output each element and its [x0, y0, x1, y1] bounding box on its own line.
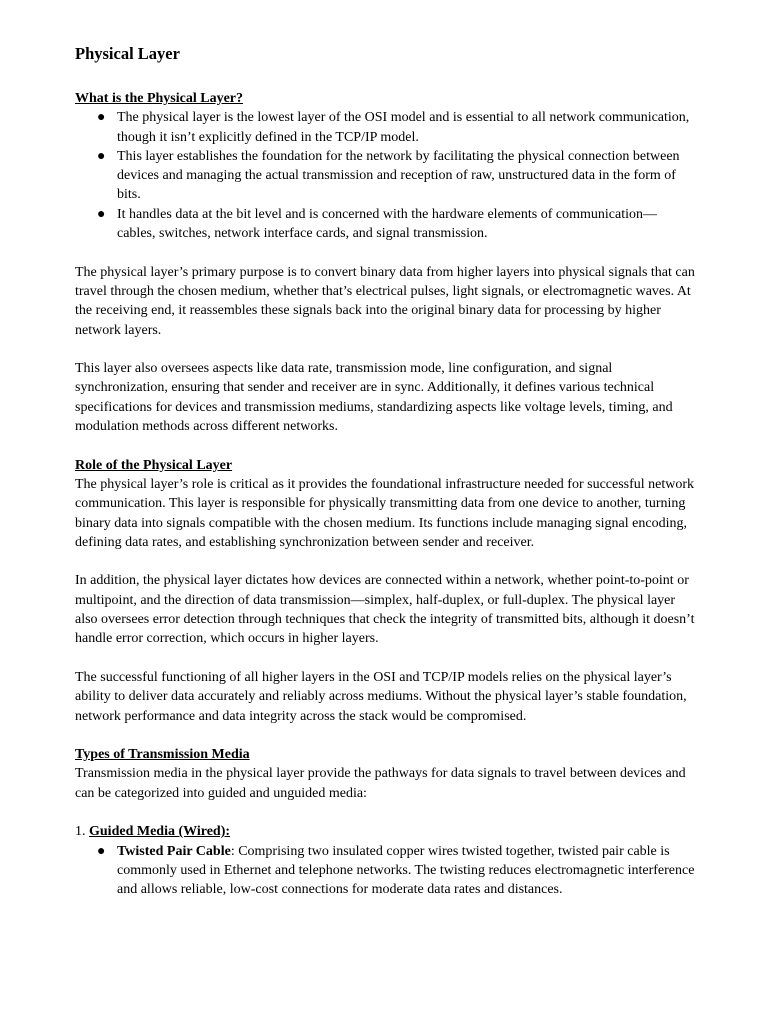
list-item-text: The physical layer is the lowest layer of the OSI model and is essential to all network communication, though it isn’t explicitly defined in the TCP/IP model. — [117, 110, 690, 145]
paragraph: This layer also oversees aspects like data rate, transmission mode, line configuration, and signal synchronization, ensuring that sender and receiver are in sync. Additionally, it defines various technical specifications for devices and transmission mediums, standardizing aspects like voltage levels, timing, and modulation methods across different networks. — [75, 361, 673, 435]
bullet-icon: ● — [97, 843, 106, 859]
guided-media-label: Guided Media (Wired): — [89, 824, 231, 840]
bullet-icon: ● — [97, 206, 106, 222]
section-heading-types: Types of Transmission Media — [75, 747, 250, 763]
list-item-text: It handles data at the bit level and is concerned with the hardware elements of communication—cables, switches, network interface cards, and signal transmission. — [117, 206, 657, 242]
what-bullet-list — [75, 108, 695, 243]
bullet-icon: ● — [97, 110, 106, 126]
list-item — [75, 108, 695, 147]
list-item-text: This layer establishes the foundation for the network by facilitating the physical connection between devices and managing the actual transmission and reception of raw, unstructured data in the form of bits. — [117, 148, 680, 203]
list-item — [75, 147, 695, 205]
paragraph: In addition, the physical layer dictates how devices are connected within a network, whether point-to-point or multipoint, and the direction of data transmission—simplex, half-duplex, or full-duplex. The physical layer also oversees error detection through techniques that check the integrity of transmitted bits, although it doesn’t handle error correction, which occurs in higher layers. — [75, 573, 695, 647]
paragraph: The physical layer’s primary purpose is to convert binary data from higher layers into physical signals that can travel through the chosen medium, whether that’s electrical pulses, light signals, or electromagnetic waves. At the receiving end, it reassembles these signals back into the original binary data for processing by higher network layers. — [75, 264, 695, 338]
bullet-icon: ● — [97, 148, 106, 164]
numbered-heading-guided — [75, 822, 695, 841]
paragraph: The physical layer’s role is critical as it provides the foundational infrastructure needed for successful network communication. This layer is responsible for physically transmitting data from one device to another, turning binary data into signals compatible with the chosen medium. Its functions include managing signal encoding, defining data rates, and establishing synchronization between sender and receiver. — [75, 476, 695, 550]
document-page — [75, 44, 695, 899]
list-item — [75, 205, 695, 244]
paragraph: The successful functioning of all higher layers in the OSI and TCP/IP models relies on the physical layer’s ability to deliver data accurately and reliably across mediums. Without the physical layer’s stable foundation, network performance and data integrity across the stack would be compromised. — [75, 669, 687, 724]
paragraph: Transmission media in the physical layer provide the pathways for data signals to travel between devices and can be categorized into guided and unguided media: — [75, 766, 686, 801]
section-heading-role: Role of the Physical Layer — [75, 457, 233, 473]
list-item — [75, 842, 695, 900]
term-twisted-pair: Twisted Pair Cable — [117, 843, 231, 859]
guided-bullet-list — [75, 842, 695, 900]
list-item-text: : Comprising two insulated copper wires twisted together, twisted pair cable is commonly used in Ethernet and telephone networks. The twisting reduces electromagnetic interference and allows reliable, low-cost connections for moderate data rates and distances. — [117, 843, 695, 898]
list-number: 1. — [75, 824, 86, 840]
page-title: Physical Layer — [75, 44, 180, 63]
section-heading-what: What is the Physical Layer? — [75, 91, 243, 106]
